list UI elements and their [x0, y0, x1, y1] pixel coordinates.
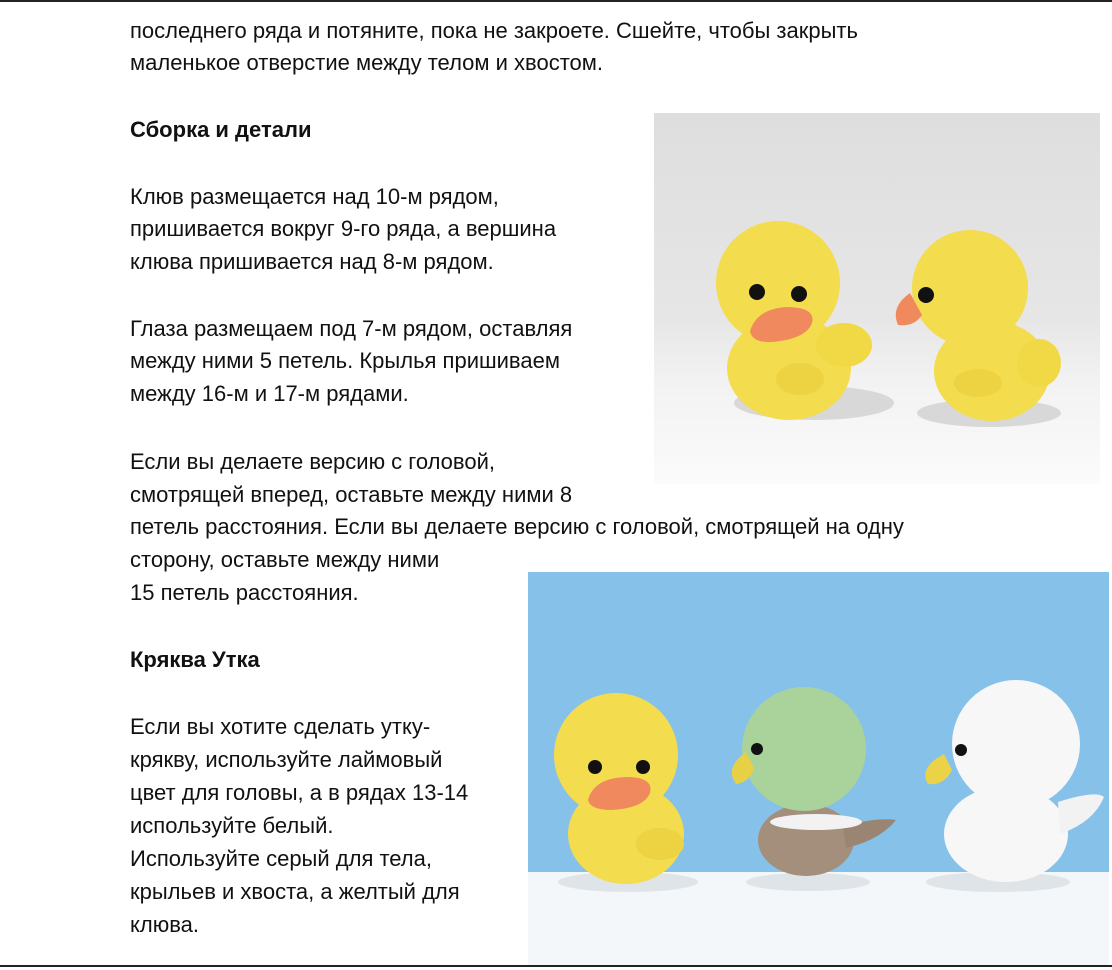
assembly-p3-line-5: 15 петель расстояния.	[130, 580, 359, 605]
assembly-p3-line-3: петель расстояния. Если вы делаете версию с головой, смотрящей на одну	[130, 514, 904, 539]
assembly-p1-line-1: Клюв размещается над 10-м рядом,	[130, 184, 499, 209]
assembly-p2-line-3: между 16-м и 17-м рядами.	[130, 381, 409, 406]
assembly-p1-line-2: пришивается вокруг 9-го ряда, а вершина	[130, 216, 557, 241]
assembly-p2-line-2: между ними 5 петель. Крылья пришиваем	[130, 348, 560, 373]
mallard-p1-line-4: используйте белый.	[130, 813, 334, 838]
photo-three-ducklings	[528, 572, 1109, 965]
assembly-p2-line-1: Глаза размещаем под 7-м рядом, оставляя	[130, 316, 573, 341]
mallard-p1-line-7: клюва.	[130, 912, 199, 937]
mallard-p1-line-1: Если вы хотите сделать утку-	[130, 714, 431, 739]
assembly-p3-line-2: смотрящей вперед, оставьте между ними 8	[130, 482, 573, 507]
assembly-heading: Сборка и детали	[130, 117, 312, 142]
mallard-p1-line-5: Используйте серый для тела,	[130, 846, 432, 871]
photo-yellow-ducklings	[654, 113, 1100, 484]
intro-line-1: последнего ряда и потяните, пока не закроете. Сшейте, чтобы закрыть	[130, 18, 858, 43]
mallard-p1-line-3: цвет для головы, а в рядах 13-14	[130, 780, 469, 805]
bottom-rule	[0, 965, 1112, 967]
assembly-p3-line-1: Если вы делаете версию с головой,	[130, 449, 495, 474]
mallard-heading: Кряква Утка	[130, 647, 260, 672]
top-rule	[0, 0, 1112, 2]
assembly-p1-line-3: клюва пришивается над 8-м рядом.	[130, 249, 494, 274]
mallard-p1-line-6: крыльев и хвоста, а желтый для	[130, 879, 460, 904]
mallard-p1-line-2: крякву, используйте лаймовый	[130, 747, 443, 772]
intro-line-2: маленькое отверстие между телом и хвостом.	[130, 50, 603, 75]
assembly-p3-line-4: сторону, оставьте между ними	[130, 547, 440, 572]
